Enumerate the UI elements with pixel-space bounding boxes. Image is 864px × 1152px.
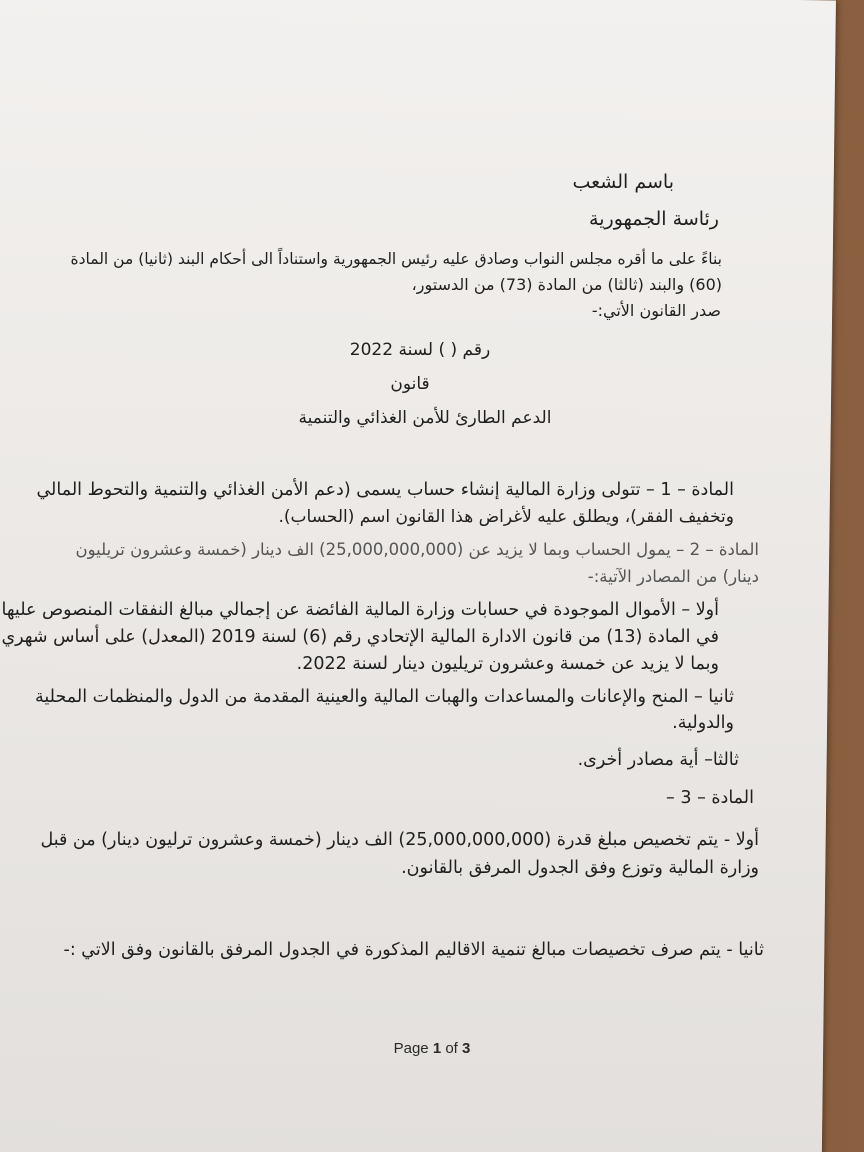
- header-line-presidency: رئاسة الجمهورية: [589, 208, 719, 230]
- page-footer: [0, 1040, 864, 1057]
- article2-line-1: المادة – 2 – يمول الحساب وبما لا يزيد عن (25,000,000,000) الف دينار (خمسة وعشرون تريليون: [75, 540, 759, 559]
- article2-first-line-1: أولا – الأموال الموجودة في حسابات وزارة المالية الفائضة عن إجمالي مبالغ النفقات المنصوص عليها: [1, 600, 719, 620]
- header-line-people: باسم الشعب: [572, 171, 674, 193]
- article2-third: ثالثا– أية مصادر أخرى.: [577, 750, 739, 770]
- preamble-line-3: صدر القانون الأتي:-: [591, 301, 721, 320]
- footer-total-pages: 3: [462, 1040, 471, 1057]
- article3-first-line-2: وزارة المالية وتوزع وفق الجدول المرفق بالقانون.: [401, 858, 759, 878]
- footer-page-word: Page: [393, 1040, 429, 1057]
- footer-current-page: 1: [432, 1040, 442, 1057]
- article1-line-1: المادة – 1 – تتولى وزارة المالية إنشاء حساب يسمى (دعم الأمن الغذائي والتنمية والتحوط المالي: [36, 480, 734, 500]
- footer-of-word: of: [445, 1040, 458, 1057]
- article2-first-line-3: وبما لا يزيد عن خمسة وعشرون تريليون دينار لسنة 2022.: [296, 654, 719, 674]
- preamble-line-1: بناءً على ما أقره مجلس النواب وصادق عليه رئيس الجمهورية واستناداً الى أحكام البند (ثانيا) من المادة: [70, 250, 722, 268]
- article2-second-line-2: والدولية.: [672, 713, 734, 733]
- article3-heading: المادة – 3 –: [666, 788, 754, 808]
- article3-first-line-1: أولا - يتم تخصيص مبلغ قدرة (25,000,000,000) الف دينار (خمسة وعشرون ترليون دينار) من قبل: [40, 830, 759, 850]
- law-kind: قانون: [390, 374, 430, 394]
- preamble-line-2: (60) والبند (ثالثا) من المادة (73) من الدستور،: [411, 275, 722, 294]
- article2-line-2: دينار) من المصادر الآتية:-: [587, 567, 759, 586]
- article3-second: ثانيا - يتم صرف تخصيصات مبالغ تنمية الاقاليم المذكورة في الجدول المرفق بالقانون وفق الاتي :-: [63, 940, 764, 960]
- law-name: الدعم الطارئ للأمن الغذائي والتنمية: [298, 408, 552, 428]
- article1-line-2: وتخفيف الفقر)، ويطلق عليه لأغراض هذا القانون اسم (الحساب).: [278, 507, 734, 527]
- law-number: رقم ( ) لسنة 2022: [349, 340, 491, 360]
- article2-second-line-1: ثانيا – المنح والإعانات والمساعدات والهبات المالية والعينية المقدمة من الدول والمنظمات المحلية: [35, 687, 734, 707]
- article2-first-line-2: في المادة (13) من قانون الادارة المالية الإتحادي رقم (6) لسنة 2019 (المعدل) على أساس شهري: [1, 627, 719, 647]
